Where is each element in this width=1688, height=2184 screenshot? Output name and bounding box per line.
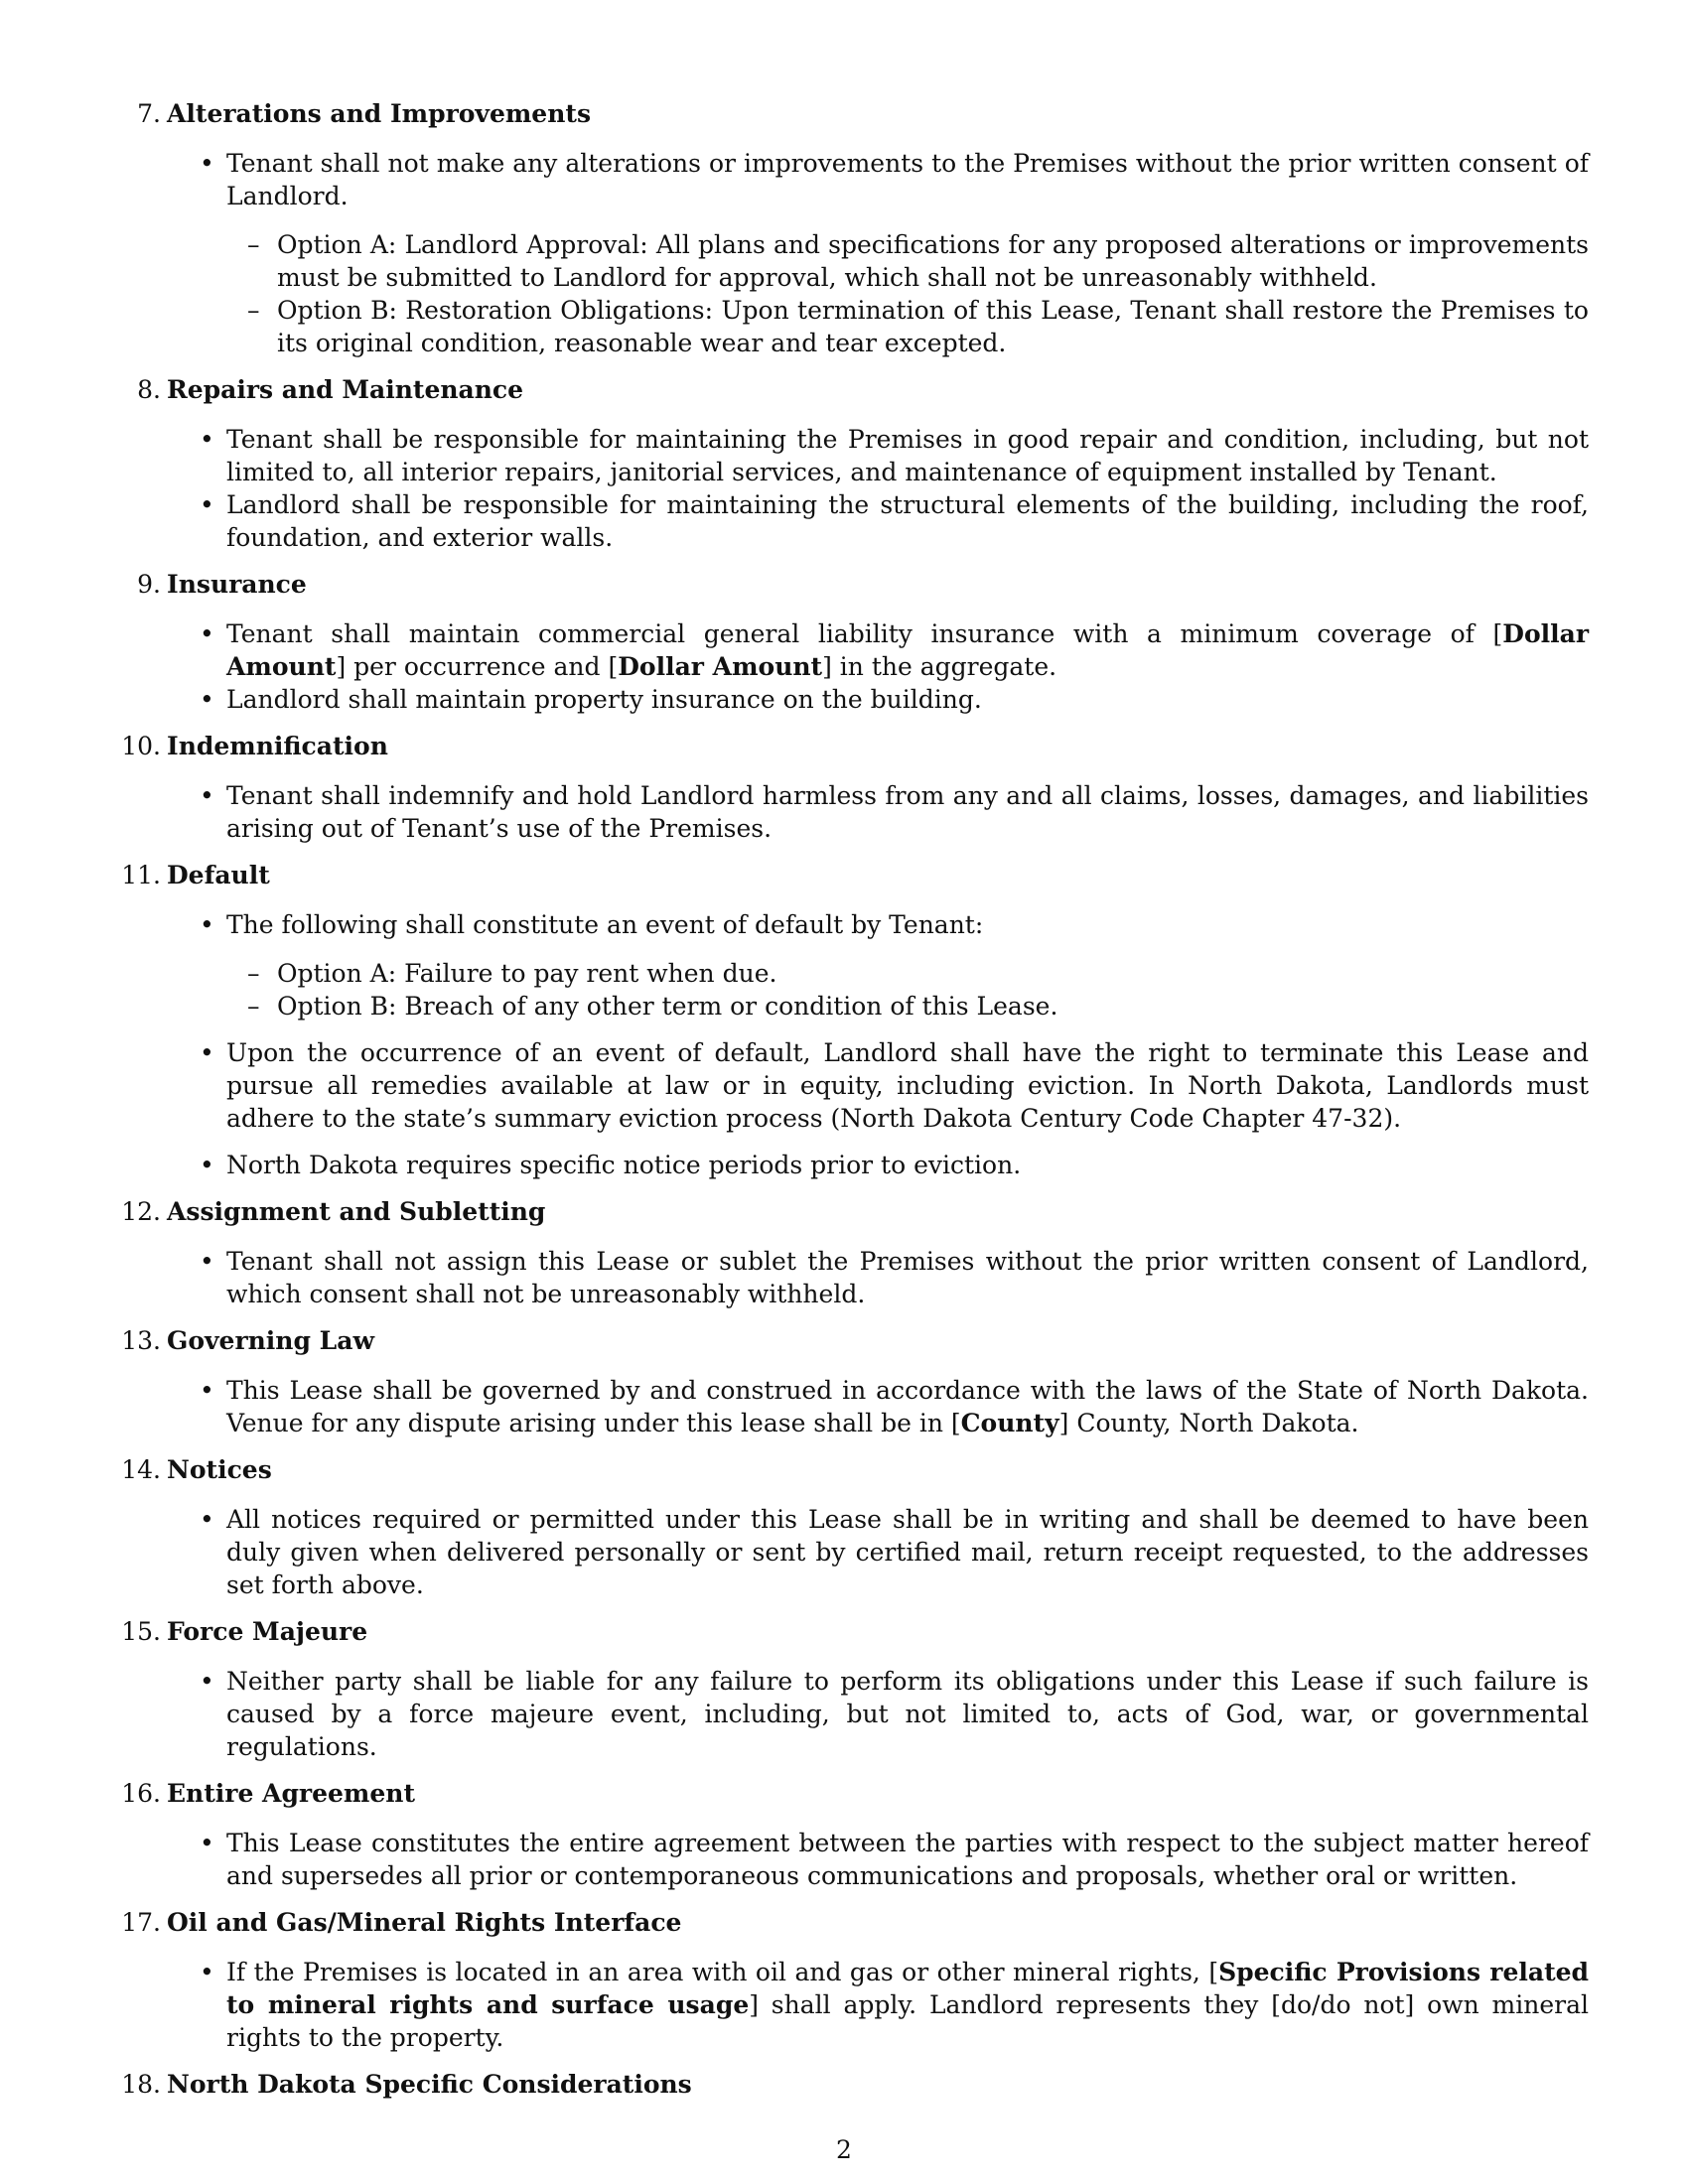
placeholder-county: County — [960, 1409, 1059, 1437]
bullet-list — [167, 1665, 1589, 1763]
bullet-text: This Lease shall be governed by and construed in accordance with the laws of the State of North Dakota. Venue for any dispute arising under this lease shall be in [ — [226, 1376, 1589, 1437]
bullet-list — [167, 779, 1589, 845]
bullet-item: • Landlord shall be responsible for maintaining the structural elements of the building, including the roof, foundation, and exterior walls. — [226, 488, 1589, 554]
section-heading — [121, 2068, 1589, 2101]
bullet-text: Tenant shall maintain commercial general liability insurance with a minimum coverage of [ — [226, 619, 1503, 648]
bullet-item: • Landlord shall maintain property insurance on the building. — [226, 683, 1589, 716]
section-title: Default — [167, 861, 270, 889]
option-item: – Option A: Failure to pay rent when due. — [277, 957, 1589, 990]
option-list — [226, 228, 1589, 359]
section-notices — [121, 1453, 1589, 1601]
section-insurance — [137, 568, 1589, 716]
section-title: North Dakota Specific Considerations — [167, 2070, 692, 2099]
section-number: 10. — [121, 732, 161, 760]
section-title: Assignment and Subletting — [167, 1197, 546, 1226]
section-default — [121, 859, 1589, 1181]
bullet-item: • Tenant shall indemnify and hold Landlord harmless from any and all claims, losses, damages, and liabilities arising out of Tenant’s use of the Premises. — [226, 779, 1589, 845]
section-heading — [137, 373, 1589, 406]
section-number: 13. — [121, 1326, 161, 1355]
section-assignment — [121, 1195, 1589, 1310]
bullet-text: If the Premises is located in an area with oil and gas or other mineral rights, [ — [226, 1958, 1219, 1986]
section-number: 14. — [121, 1455, 161, 1484]
section-heading — [121, 1777, 1589, 1810]
lease-clauses — [121, 97, 1589, 2115]
placeholder-dollar-amount: Dollar Amount — [618, 652, 823, 681]
section-title: Alterations and Improvements — [167, 99, 592, 128]
bullet-text: Tenant shall not make any alterations or improvements to the Premises without the prior written consent of Landlord. — [226, 149, 1589, 210]
section-number: 12. — [121, 1197, 161, 1226]
bullet-text: ] per occurrence and [ — [336, 652, 619, 681]
bullet-text: ] in the aggregate. — [822, 652, 1057, 681]
section-north-dakota — [121, 2068, 1589, 2101]
section-repairs — [137, 373, 1589, 554]
section-mineral-rights — [121, 1906, 1589, 2054]
bullet-item: • Tenant shall not assign this Lease or sublet the Premises without the prior written consent of Landlord, which consent shall not be unreasonably withheld. — [226, 1245, 1589, 1310]
option-item: – Option A: Landlord Approval: All plans and specifications for any proposed alterations or improvements must be submitted to Landlord for approval, which shall not be unreasonably withheld. — [277, 228, 1589, 294]
bullet-text: ] shall apply. Landlord represents they [do/do not] own mineral rights to the property. — [226, 1990, 1589, 2052]
section-governing-law — [121, 1324, 1589, 1439]
bullet-item — [226, 147, 1589, 359]
section-number: 15. — [121, 1617, 161, 1646]
section-title: Governing Law — [167, 1326, 374, 1355]
bullet-item: • Tenant shall be responsible for maintaining the Premises in good repair and condition, including, but not limited to, all interior repairs, janitorial services, and maintenance of equipment installed by Tenant. — [226, 423, 1589, 488]
placeholder-dollar-amount: Dollar Amount — [226, 619, 1589, 681]
section-heading — [121, 1453, 1589, 1486]
bullet-list — [167, 423, 1589, 554]
bullet-list — [167, 1956, 1589, 2054]
bullet-item: • All notices required or permitted under this Lease shall be in writing and shall be deemed to have been duly given when delivered personally or sent by certified mail, return receipt requested, to the addresses set forth above. — [226, 1503, 1589, 1601]
bullet-item: • North Dakota requires specific notice periods prior to eviction. — [226, 1149, 1589, 1181]
bullet-item — [226, 1374, 1589, 1439]
section-heading — [121, 859, 1589, 891]
section-heading — [137, 97, 1589, 130]
placeholder-mineral-provisions: Specific Provisions related to mineral rights and surface usage — [226, 1958, 1589, 2019]
section-heading — [137, 568, 1589, 601]
section-title: Indemnification — [167, 732, 388, 760]
section-heading — [121, 1615, 1589, 1648]
section-alterations — [137, 97, 1589, 359]
page-number: 2 — [836, 2135, 852, 2164]
bullet-list — [167, 1503, 1589, 1601]
section-title: Insurance — [167, 570, 307, 599]
bullet-list — [167, 1245, 1589, 1310]
section-title: Notices — [167, 1455, 272, 1484]
bullet-list — [167, 147, 1589, 359]
bullet-list — [167, 617, 1589, 716]
bullet-item — [226, 908, 1589, 1023]
option-item: – Option B: Breach of any other term or condition of this Lease. — [277, 990, 1589, 1023]
section-entire-agreement — [121, 1777, 1589, 1892]
section-number: 8. — [137, 375, 161, 404]
section-heading — [121, 1324, 1589, 1357]
bullet-text: ] County, North Dakota. — [1058, 1409, 1359, 1437]
section-number: 7. — [137, 99, 161, 128]
section-number: 18. — [121, 2070, 161, 2099]
option-item: – Option B: Restoration Obligations: Upon termination of this Lease, Tenant shall restore the Premises to its original condition, reasonable wear and tear excepted. — [277, 294, 1589, 359]
section-number: 17. — [121, 1908, 161, 1937]
section-title: Force Majeure — [167, 1617, 368, 1646]
option-list — [226, 957, 1589, 1023]
bullet-list — [167, 908, 1589, 1181]
section-heading — [121, 730, 1589, 762]
section-number: 16. — [121, 1779, 161, 1808]
section-title: Repairs and Maintenance — [167, 375, 524, 404]
section-indemnification — [121, 730, 1589, 845]
bullet-list — [167, 1374, 1589, 1439]
section-title: Entire Agreement — [167, 1779, 415, 1808]
bullet-item: • This Lease constitutes the entire agreement between the parties with respect to the subject matter hereof and supersedes all prior or contemporaneous communications and proposals, whether oral or written. — [226, 1827, 1589, 1892]
bullet-item — [226, 1956, 1589, 2054]
section-heading — [121, 1906, 1589, 1939]
section-title: Oil and Gas/Mineral Rights Interface — [167, 1908, 682, 1937]
section-number: 11. — [121, 861, 161, 889]
bullet-item — [226, 617, 1589, 683]
section-force-majeure — [121, 1615, 1589, 1763]
section-number: 9. — [137, 570, 161, 599]
bullet-list — [167, 1827, 1589, 1892]
section-heading — [121, 1195, 1589, 1228]
bullet-item: • Upon the occurrence of an event of default, Landlord shall have the right to terminate this Lease and pursue all remedies available at law or in equity, including eviction. In North Dakota, Landlords must adhere to the state’s summary eviction process (North Dakota Century Code Chapter 47-32). — [226, 1036, 1589, 1135]
bullet-item: • Neither party shall be liable for any failure to perform its obligations under this Lease if such failure is caused by a force majeure event, including, but not limited to, acts of God, war, or governmental regulations. — [226, 1665, 1589, 1763]
bullet-text: The following shall constitute an event of default by Tenant: — [226, 910, 984, 939]
